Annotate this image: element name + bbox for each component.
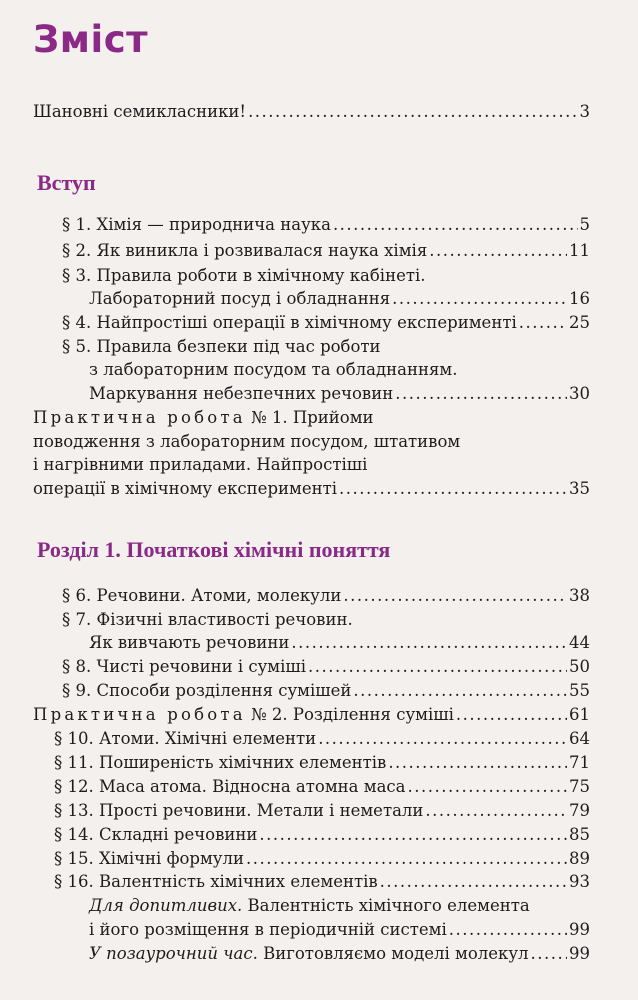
paragraph-number: § 14. bbox=[54, 825, 94, 844]
entry-title: Атоми. Хімічні елементи bbox=[99, 729, 317, 748]
dot-leader bbox=[333, 213, 578, 237]
paragraph-number: § 12. bbox=[54, 777, 94, 796]
toc-entry[interactable] bbox=[54, 823, 590, 847]
dot-leader bbox=[519, 311, 567, 335]
entry-title: і нагрівними приладами. Найпростіші bbox=[33, 455, 368, 474]
toc-entry[interactable] bbox=[62, 239, 590, 263]
toc-entry[interactable] bbox=[54, 799, 590, 823]
toc-entry-label bbox=[54, 870, 378, 894]
toc-page-number: 79 bbox=[569, 801, 590, 820]
toc-entry-subitem[interactable] bbox=[89, 942, 590, 966]
entry-title: Прості речовини. Метали і неметали bbox=[99, 801, 424, 820]
toc-entry-label bbox=[54, 847, 244, 871]
toc-entry-label bbox=[62, 239, 427, 263]
entry-title: Маса атома. Відносна атомна маса bbox=[99, 777, 406, 796]
entry-title: Правила роботи в хімічному кабінеті. bbox=[96, 266, 426, 285]
toc-entry[interactable] bbox=[62, 311, 590, 335]
toc-page-number: 75 bbox=[569, 777, 590, 796]
dot-leader bbox=[531, 942, 567, 966]
toc-page-number: 85 bbox=[569, 825, 590, 844]
toc-entry[interactable] bbox=[54, 847, 590, 871]
entry-title: № 1. Прийоми bbox=[251, 408, 374, 427]
toc-entry-label bbox=[89, 942, 529, 966]
toc-entry-label bbox=[62, 584, 341, 608]
paragraph-number: § 4. bbox=[62, 313, 92, 332]
paragraph-number: § 9. bbox=[62, 681, 92, 700]
toc-entry-practical-work[interactable] bbox=[33, 406, 590, 430]
toc-entry-label bbox=[62, 335, 381, 359]
entry-title: Валентність хімічного елемента bbox=[247, 896, 530, 915]
toc-entry-label bbox=[54, 775, 406, 799]
toc-page-number: 30 bbox=[569, 384, 590, 403]
page-title: Зміст bbox=[33, 18, 149, 61]
entry-title: Лабораторний посуд і обладнання bbox=[89, 289, 391, 308]
toc-entry-continuation[interactable] bbox=[89, 287, 590, 311]
dot-leader bbox=[429, 239, 567, 263]
toc-entry[interactable] bbox=[54, 727, 590, 751]
toc-entry-continuation bbox=[89, 358, 590, 382]
entry-title: Чисті речовини і суміші bbox=[96, 657, 307, 676]
toc-entry-label bbox=[33, 703, 454, 727]
dot-leader bbox=[449, 918, 567, 942]
toc-page-number: 99 bbox=[569, 920, 590, 939]
subitem-lead: У позаурочний час. bbox=[89, 944, 258, 963]
toc-entry-continuation[interactable] bbox=[89, 918, 590, 942]
section-heading-chapter-1: Розділ 1. Початкові хімічні поняття bbox=[37, 537, 391, 562]
paragraph-number: § 3. bbox=[62, 266, 92, 285]
dot-leader bbox=[408, 775, 568, 799]
paragraph-number: § 5. bbox=[62, 337, 92, 356]
toc-entry-label bbox=[33, 406, 374, 430]
entry-title: Фізичні властивості речовин. bbox=[96, 610, 353, 629]
entry-title: з лабораторним посудом та обладнанням. bbox=[89, 360, 458, 379]
toc-page-number: 35 bbox=[569, 479, 590, 498]
entry-title: Валентність хімічних елементів bbox=[99, 872, 378, 891]
paragraph-number: § 15. bbox=[54, 849, 94, 868]
toc-entry-continuation[interactable] bbox=[33, 477, 590, 501]
toc-page-number: 5 bbox=[579, 215, 590, 234]
entry-title: Речовини. Атоми, молекули bbox=[96, 586, 342, 605]
toc-page-number: 11 bbox=[569, 241, 590, 260]
entry-title: Найпростіші операції в хімічному експерименті bbox=[96, 313, 517, 332]
toc-page-number: 55 bbox=[569, 681, 590, 700]
dot-leader bbox=[339, 477, 567, 501]
toc-entry-label bbox=[62, 655, 306, 679]
toc-entry-label bbox=[89, 894, 530, 918]
dot-leader bbox=[291, 631, 567, 655]
paragraph-number: § 10. bbox=[54, 729, 94, 748]
dot-leader bbox=[425, 799, 567, 823]
toc-entry[interactable] bbox=[54, 775, 590, 799]
toc-entry-label bbox=[62, 213, 331, 237]
toc-entry-continuation[interactable] bbox=[89, 631, 590, 655]
paragraph-number: § 1. bbox=[62, 215, 92, 234]
toc-entry[interactable] bbox=[62, 335, 590, 359]
toc-entry-continuation[interactable] bbox=[89, 382, 590, 406]
toc-entry-continuation bbox=[33, 430, 590, 454]
toc-page-number: 71 bbox=[569, 753, 590, 772]
dot-leader bbox=[318, 727, 567, 751]
toc-entry-label bbox=[54, 727, 316, 751]
dot-leader bbox=[380, 870, 567, 894]
entry-title: Хімічні формули bbox=[99, 849, 244, 868]
dot-leader bbox=[308, 655, 567, 679]
paragraph-number: § 13. bbox=[54, 801, 94, 820]
toc-entry[interactable] bbox=[62, 584, 590, 608]
entry-title: Маркування небезпечних речовин bbox=[89, 384, 394, 403]
dot-leader bbox=[456, 703, 567, 727]
dot-leader bbox=[248, 100, 577, 124]
paragraph-number: § 7. bbox=[62, 610, 92, 629]
entry-title: операції в хімічному експерименті bbox=[33, 479, 338, 498]
dot-leader bbox=[395, 382, 567, 406]
entry-title: Способи розділення сумішей bbox=[96, 681, 352, 700]
toc-page-number: 25 bbox=[569, 313, 590, 332]
paragraph-number: § 8. bbox=[62, 657, 92, 676]
dot-leader bbox=[259, 823, 567, 847]
toc-entry-label bbox=[62, 679, 351, 703]
toc-entry-label bbox=[54, 823, 257, 847]
paragraph-number: § 11. bbox=[54, 753, 94, 772]
toc-entry-practical-work[interactable] bbox=[33, 703, 590, 727]
toc-entry-label bbox=[62, 264, 426, 288]
paragraph-number: § 16. bbox=[54, 872, 94, 891]
practical-work-label: Практична робота bbox=[33, 408, 246, 427]
entry-title: Поширеність хімічних елементів bbox=[99, 753, 387, 772]
dot-leader bbox=[246, 847, 567, 871]
toc-page-number: 99 bbox=[569, 944, 590, 963]
entry-title: поводження з лабораторним посудом, штативом bbox=[33, 432, 461, 451]
toc-page-number: 44 bbox=[569, 633, 590, 652]
toc-entry-label bbox=[62, 311, 517, 335]
toc-entry[interactable] bbox=[62, 213, 590, 237]
entry-title: Виготовляємо моделі молекул bbox=[263, 944, 529, 963]
entry-title: № 2. Розділення суміші bbox=[251, 705, 454, 724]
dot-leader bbox=[353, 679, 567, 703]
toc-entry-label bbox=[54, 799, 423, 823]
dot-leader bbox=[343, 584, 567, 608]
entry-title: Правила безпеки під час роботи bbox=[96, 337, 381, 356]
section-heading-intro: Вступ bbox=[37, 170, 96, 195]
toc-entry[interactable] bbox=[54, 751, 590, 775]
toc-page-number: 93 bbox=[569, 872, 590, 891]
toc-entry[interactable] bbox=[62, 608, 590, 632]
toc-page-number: 61 bbox=[569, 705, 590, 724]
toc-entry[interactable] bbox=[54, 870, 590, 894]
toc-page-number: 89 bbox=[569, 849, 590, 868]
subitem-lead: Для допитливих. bbox=[89, 896, 243, 915]
toc-page-number: 16 bbox=[569, 289, 590, 308]
toc-entry-label: Шановні семикласники! bbox=[33, 102, 247, 121]
toc-entry[interactable] bbox=[62, 264, 590, 288]
toc-page-number: 64 bbox=[569, 729, 590, 748]
paragraph-number: § 6. bbox=[62, 586, 92, 605]
toc-entry[interactable] bbox=[62, 679, 590, 703]
practical-work-label: Практична робота bbox=[33, 705, 246, 724]
toc-entry-label bbox=[62, 608, 353, 632]
dot-leader bbox=[388, 751, 567, 775]
entry-title: Хімія — природнича наука bbox=[96, 215, 331, 234]
toc-entry[interactable] bbox=[62, 655, 590, 679]
entry-title: Складні речовини bbox=[99, 825, 258, 844]
toc-page-number: 38 bbox=[569, 586, 590, 605]
toc-page-number: 50 bbox=[569, 657, 590, 676]
entry-title: Як виникла і розвивалася наука хімія bbox=[96, 241, 428, 260]
toc-page-number: 3 bbox=[579, 102, 590, 121]
entry-title: і його розміщення в періодичній системі bbox=[89, 920, 447, 939]
paragraph-number: § 2. bbox=[62, 241, 92, 260]
toc-entry-intro[interactable] bbox=[33, 100, 590, 124]
toc-entry-subitem[interactable] bbox=[89, 894, 590, 918]
entry-title: Як вивчають речовини bbox=[89, 633, 290, 652]
toc-entry-label bbox=[54, 751, 386, 775]
toc-entry-continuation bbox=[33, 453, 590, 477]
dot-leader bbox=[392, 287, 567, 311]
